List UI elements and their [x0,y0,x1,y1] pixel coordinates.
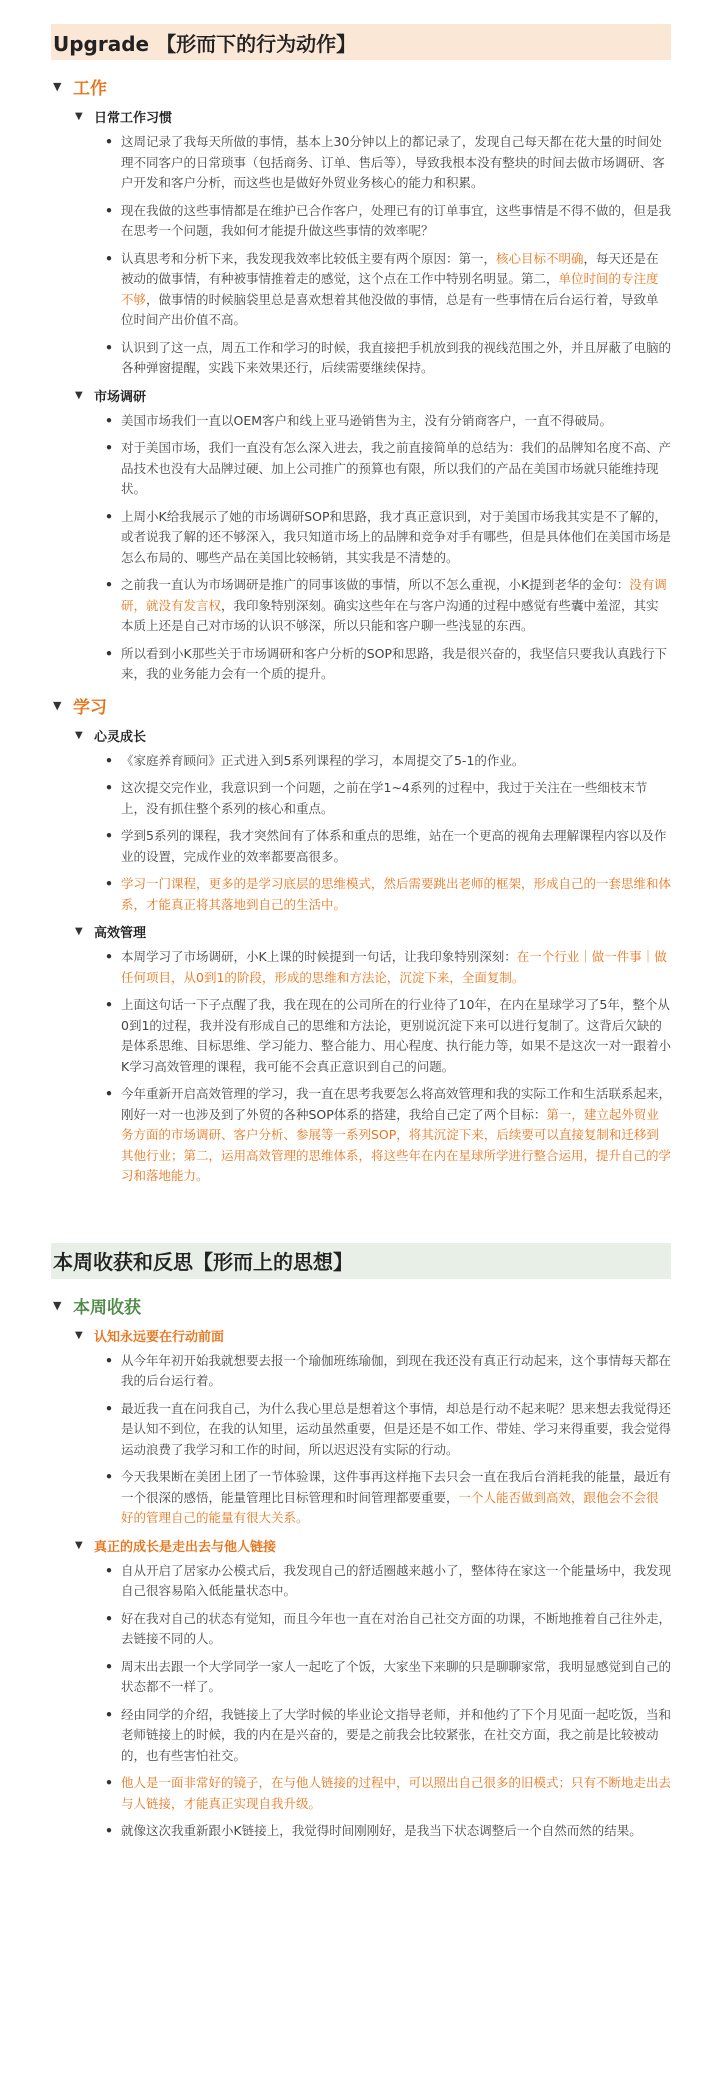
list-item [105,249,671,331]
highlight-text: 在一个行业｜做一件事｜做任何项目，从0到1的阶段，形成的思维和方法论，沉淀下来，全面复制。 [121,949,667,985]
triangle-down-icon[interactable]: ▼ [53,1298,62,1312]
triangle-down-icon[interactable]: ▼ [75,389,83,401]
item-text: 今天我果断在美团上团了一节体验课，这件事再这样拖下去只会一直在我后台消耗我的能量，最近有一个很深的感悟，能量管理比目标管理和时间管理都要重要， [121,1469,672,1505]
list-item [105,1705,671,1767]
item-text: 上面这句话一下子点醒了我，我在现在的公司所在的行业待了10年，在内在星球学习了5年，整个从0到1的过程，我并没有形成自己的思维和方法论，更别说沉淀下来可以进行复制了。这背后欠缺的是体系思维、目标思维、学习能力、整合能力、用心程度、执行能力等，如果不是这次一对一跟着小K学习高效管理的课程，我可能不会真正意识到自己的问题。 [121,997,672,1074]
section-header: Upgrade 【形而下的行为动作】 [51,24,671,60]
list-item [105,947,671,988]
list-item [105,1467,671,1529]
item-text: 本周学习了市场调研，小K上课的时候提到一句话，让我印象特别深刻： [121,949,517,964]
list-item [105,644,671,685]
bullet-list [51,1561,671,1842]
bullet-list [51,947,671,1187]
triangle-down-icon[interactable]: ▼ [75,111,83,122]
list-item [105,1561,671,1602]
item-text: 上周小K给我展示了她的市场调研SOP和思路，我才真正意识到，对于美国市场我其实是不了解的，或者说我了解的还不够深入，我只知道市场上的品牌和竞争对手有哪些，但是具体他们在美国市场是怎么布局的、哪些产品在美国比较畅销，其实我是不清楚的。 [121,508,672,565]
list-item [105,778,671,819]
group-title: 日常工作习惯 [94,111,173,126]
item-text: 就像这次我重新跟小K链接上，我觉得时间刚刚好，是我当下状态调整后一个自然而然的结果。 [121,1823,642,1838]
subsection-title: 工作 [73,79,107,99]
highlight-text: 学习一门课程，更多的是学习底层的思维模式，然后需要跳出老师的框架，形成自己的一套思维和体系，才能真正将其落地到自己的生活中。 [121,876,672,912]
highlight-text: 没有调研，就没有发言权 [121,577,667,613]
list-item [105,411,671,432]
group-title: 认知永远要在行动前面 [94,1329,225,1345]
item-text: ，做事情的时候脑袋里总是喜欢想着其他没做的事情，总是有一些事情在后台运行着，导致单位时间产出价值不高。 [121,291,659,327]
list-item [105,1657,671,1698]
list-item [105,874,671,915]
list-item [105,1399,671,1461]
subsection-title: 本周收获 [73,1297,141,1318]
item-text: 学到5系列的课程，我才突然间有了体系和重点的思维，站在一个更高的视角去理解课程内容以及作业的设置，完成作业的效率都要高很多。 [121,828,667,864]
group-heading[interactable] [51,1326,671,1345]
triangle-down-icon[interactable]: ▼ [75,729,83,741]
list-item [105,751,671,772]
item-text: 最近我一直在问我自己，为什么我心里总是想着这个事情，却总是行动不起来呢？思来想去我觉得还是认知不到位，在我的认知里，运动虽然重要，但是还是不如工作、带娃、学习来得重要，我会觉得运动浪费了我学习和工作的时间，所以迟迟没有实际的行动。 [121,1400,672,1457]
triangle-down-icon[interactable]: ▼ [53,698,62,712]
group-title: 市场调研 [94,389,147,405]
group-title: 心灵成长 [94,729,147,745]
list-item [105,995,671,1077]
group-heading[interactable] [51,1536,671,1555]
list-item [105,507,671,569]
item-text: 周末出去跟一个大学同学一家人一起吃了个饭，大家坐下来聊的只是聊聊家常，我明显感觉到自己的状态都不一样了。 [121,1658,672,1694]
item-text: 《家庭养育顾问》正式进入到5系列课程的学习，本周提交了5-1的作业。 [121,752,525,768]
group-heading[interactable] [51,726,671,745]
list-item [105,132,671,194]
list-item [105,1351,671,1392]
item-text: 现在我做的这些事情都是在维护已合作客户，处理已有的订单事宜，这些事情是不得不做的，但是我在思考一个问题，我如何才能提升做这些事情的效率呢？ [121,202,672,238]
item-text: 认识到了这一点，周五工作和学习的时候，我直接把手机放到我的视线范围之外，并且屏蔽了电脑的各种弹窗提醒，实践下来效果还行，后续需要继续保持。 [121,339,672,375]
section-header: 本周收获和反思【形而上的思想】 [51,1243,671,1279]
bullet-list [51,411,671,685]
highlight-text: 核心目标不明确 [496,250,584,266]
group-title: 高效管理 [94,926,147,941]
bullet-list [51,132,671,379]
list-item [105,201,671,242]
item-text: 之前我一直认为市场调研是推广的同事该做的事情，所以不怎么重视，小K提到老华的金句： [121,577,630,592]
group-heading[interactable] [51,386,671,405]
bullet-list [51,1351,671,1529]
item-text: ，每天还是在被动的做事情，有种被事情推着走的感觉，这个点在工作中特别名明显。第二， [121,250,659,286]
group-title: 真正的成长是走出去与他人链接 [94,1539,277,1555]
highlight-text: 单位时间的专注度不够 [121,271,659,307]
item-text: 这次提交完作业，我意识到一个问题，之前在学1~4系列的过程中，我过于关注在一些细枝末节上，没有抓住整个系列的核心和重点。 [121,780,648,816]
item-text: 认真思考和分析下来，我发现我效率比较低主要有两个原因：第一， [121,250,497,266]
item-text: 从今年年初开始我就想要去报一个瑜伽班练瑜伽，到现在我还没有真正行动起来，这个事情每天都在我的后台运行着。 [121,1352,672,1388]
list-item [105,575,671,637]
group-heading[interactable] [51,107,671,126]
list-item [105,1609,671,1650]
bullet-list [51,751,671,916]
list-item [105,438,671,500]
subsection-heading[interactable] [51,74,671,99]
item-text: 美国市场我们一直以OEM客户和线上亚马逊销售为主，没有分销商客户，一直不得破局。 [121,412,613,428]
subsection-heading[interactable] [51,693,671,718]
list-item [105,1084,671,1187]
item-text: 好在我对自己的状态有觉知，而且今年也一直在对治自己社交方面的功课，不断地推着自己往外走，去链接不同的人。 [121,1610,672,1646]
item-text: ，我印象特别深刻。确实这些年在与客户沟通的过程中感觉有些囊中羞涩，其实本质上还是自己对市场的认识不够深，所以只能和客户聊一些浅显的东西。 [121,597,659,633]
item-text: 对于美国市场，我们一直没有怎么深入进去，我之前直接简单的总结为：我们的品牌知名度不高、产品技术也没有大品牌过硬、加上公司推广的预算也有限，所以我们的产品在美国市场就只能维持现状。 [121,440,672,496]
item-text: 所以看到小K那些关于市场调研和客户分析的SOP和思路，我是很兴奋的，我坚信只要我认真践行下来，我的业务能力会有一个质的提升。 [121,645,668,681]
triangle-down-icon[interactable]: ▼ [53,80,62,93]
subsection-heading[interactable] [51,1293,671,1318]
triangle-down-icon[interactable]: ▼ [75,1329,83,1341]
highlight-text: 一个人能否做到高效，跟他会不会很好的管理自己的能量有很大关系。 [121,1489,659,1525]
item-text: 今年重新开启高效管理的学习，我一直在思考我要怎么将高效管理和我的实际工作和生活联系起来，刚好一对一也涉及到了外贸的各种SOP体系的搭建，我给自己定了两个目标： [121,1086,672,1122]
group-heading[interactable] [51,922,671,941]
list-item [105,826,671,867]
item-text: 自从开启了居家办公模式后，我发现自己的舒适圈越来越小了，整体待在家这一个能量场中，我发现自己很容易陷入低能量状态中。 [121,1562,672,1598]
list-item [105,338,671,379]
highlight-text: 第一，建立起外贸业务方面的市场调研、客户分析、参展等一系列SOP，将其沉淀下来，后续要可以直接复制和迁移到其他行业；第二，运用高效管理的思维体系，将这些年在内在星球所学进行整合运用，提升自己的学习和落地能力。 [121,1106,672,1183]
triangle-down-icon[interactable]: ▼ [75,926,83,937]
item-text: 这周记录了我每天所做的事情，基本上30分钟以上的都记录了，发现自己每天都在花大量的时间处理不同客户的日常琐事（包括商务、订单、售后等），导致我根本没有整块的时间去做市场调研、客户开发和客户分析，而这些也是做好外贸业务核心的能力和积累。 [121,134,665,190]
subsection-title: 学习 [73,697,107,718]
list-item [105,1821,671,1842]
highlight-text: 他人是一面非常好的镜子，在与他人链接的过程中，可以照出自己很多的旧模式；只有不断地走出去与人链接，才能真正实现自我升级。 [121,1775,672,1811]
item-text: 经由同学的介绍，我链接上了大学时候的毕业论文指导老师，并和他约了下个月见面一起吃饭，当和老师链接上的时候，我的内在是兴奋的，要是之前我会比较紧张，在社交方面，我之前是比较被动的，也有些害怕社交。 [121,1706,672,1763]
triangle-down-icon[interactable]: ▼ [75,1539,83,1551]
list-item [105,1773,671,1814]
